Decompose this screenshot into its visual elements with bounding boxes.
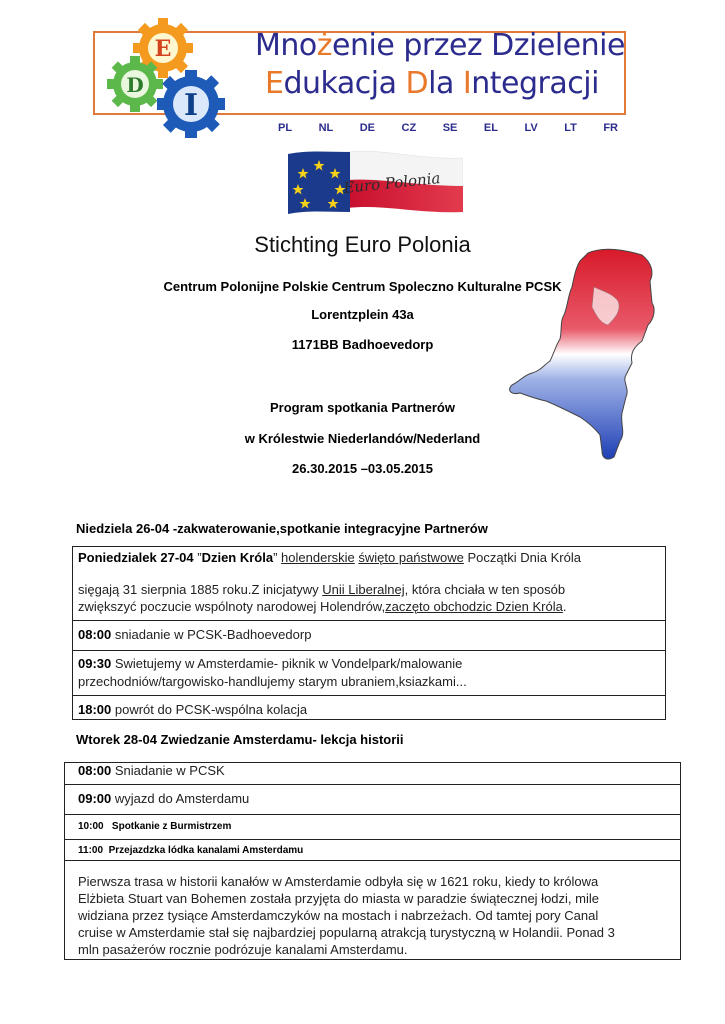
monday-row-amsterdam-cont: przechodniów/targowisko-handlujemy starym ubraniem,ksiazkami...: [78, 674, 467, 689]
divider: [64, 784, 681, 785]
org-city: 1171BB Badhoevedorp: [291, 337, 434, 352]
tuesday-paragraph-line1: Pierwsza trasa w historii kanałów w Amsterdamie odbyła się w 1621 roku, kiedy to królowa: [78, 874, 599, 889]
lang-nl: NL: [318, 122, 334, 134]
org-street: Lorentzplein 43a: [311, 307, 414, 322]
gear-letter-i: I: [183, 88, 199, 123]
divider: [64, 839, 681, 840]
tuesday-paragraph-line3: widziana przez tysiące Amsterdamczyków na mostach i nabrzeżach. Od tamtej pory Canal: [78, 908, 599, 923]
tuesday-row-breakfast: 08:00 Sniadanie w PCSK: [78, 763, 225, 778]
sunday-heading: Niedziela 26-04 -zakwaterowanie,spotkanie integracyjne Partnerów: [76, 521, 488, 536]
euro-polonia-flag: [288, 150, 463, 216]
monday-paragraph-line2: zwiększyć poczucie wspólnoty narodowej Holendrów,zaczęto obchodzic Dzien Króla.: [78, 599, 567, 614]
lang-cz: CZ: [401, 122, 417, 134]
program-country: w Królestwie Niederlandów/Nederland: [244, 431, 481, 446]
flag-text: Euro Polonia: [342, 168, 442, 198]
gear-letter-e: E: [154, 36, 172, 62]
monday-header: Poniedzialek 27-04 ”Dzien Króla” holenderskie święto państwowe Początki Dnia Króla: [78, 550, 581, 565]
tuesday-paragraph-line2: Elżbieta Stuart van Bohemen została przyjęta do miasta w paradzie świątecznej łodzi, mile: [78, 891, 599, 906]
monday-row-dinner: 18:00 powrót do PCSK-wspólna kolacja: [78, 702, 308, 717]
monday-row-breakfast: 08:00 sniadanie w PCSK-Badhoevedorp: [78, 627, 312, 642]
lang-el: EL: [483, 122, 498, 134]
tuesday-paragraph-line5: mln pasażerów rocznie podrózuje kanalami Amsterdamu.: [78, 942, 408, 957]
lang-fr: FR: [603, 122, 618, 134]
divider: [64, 814, 681, 815]
lang-pl: PL: [278, 122, 293, 134]
tuesday-row-boat: 11:00 Przejazdzka lódka kanalami Amsterdamu: [78, 845, 304, 856]
org-subtitle: Centrum Polonijne Polskie Centrum Spoleczno Kulturalne PCSK: [163, 279, 562, 294]
divider: [64, 860, 681, 861]
divider: [72, 620, 666, 621]
tuesday-row-departure: 09:00 wyjazd do Amsterdamu: [78, 791, 250, 806]
lang-se: SE: [442, 122, 458, 134]
divider: [72, 695, 666, 696]
gear-letter-d: D: [126, 73, 144, 97]
language-bar: [278, 122, 618, 134]
org-title: Stichting Euro Polonia: [254, 232, 471, 257]
monday-row-amsterdam: 09:30 Swietujemy w Amsterdamie- piknik w Vondelpark/malowanie: [78, 656, 463, 671]
program-dates: 26.30.2015 –03.05.2015: [292, 461, 433, 476]
tuesday-paragraph-line4: cruise w Amsterdamie stał się najbardziej popularną atrakcją turystyczną w Holandii. Ponad 3: [78, 925, 615, 940]
divider: [72, 650, 666, 651]
program-title: Program spotkania Partnerów: [270, 400, 455, 415]
gears-logo: [95, 12, 235, 142]
monday-paragraph-line1: sięgają 31 sierpnia 1885 roku.Z inicjatywy Unii Liberalnej, która chciała w ten sposób: [78, 582, 566, 597]
tuesday-row-mayor: 10:00 Spotkanie z Burmistrzem: [78, 821, 232, 832]
lang-lv: LV: [524, 122, 538, 134]
project-title-line2: Edukacja Dla Integracji: [265, 66, 599, 101]
tuesday-heading: Wtorek 28-04 Zwiedzanie Amsterdamu- lekcja historii: [76, 732, 404, 747]
lang-lt: LT: [564, 122, 577, 134]
project-title-line1: Mnożenie przez Dzielenie: [255, 28, 625, 63]
lang-de: DE: [359, 122, 376, 134]
